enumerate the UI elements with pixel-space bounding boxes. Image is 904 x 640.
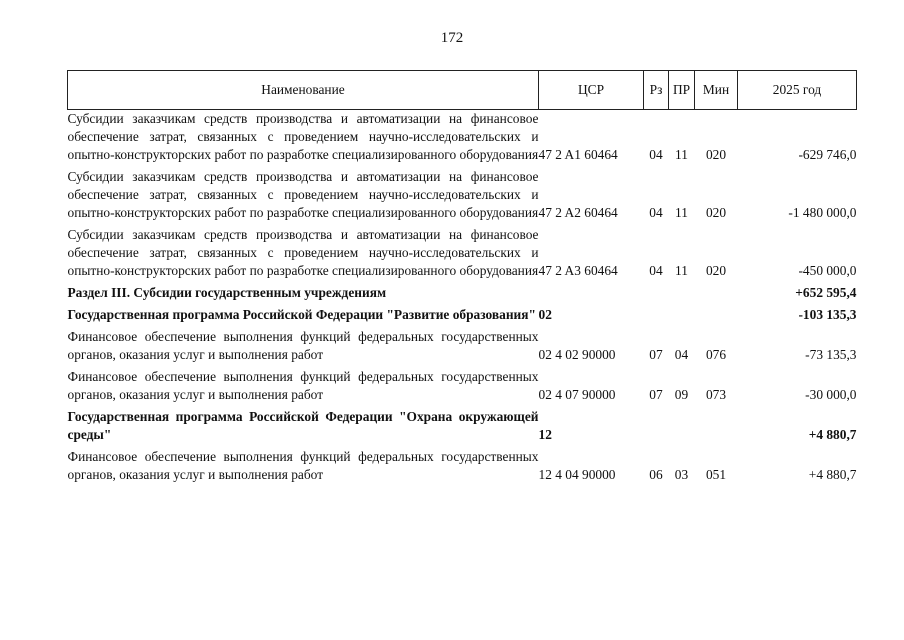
row-rz: 04 [649,147,663,162]
row-amount: -103 135,3 [798,307,857,322]
row-rz: 06 [649,467,663,482]
row-min: 020 [705,205,727,220]
row-min [695,284,738,306]
row-csr: 02 [538,307,552,322]
header-min: Мин [695,71,738,110]
row-min: 051 [705,467,727,482]
row-csr: 12 4 04 90000 [538,467,616,482]
row-pr [669,306,695,328]
row-pr [669,408,695,448]
header-name: Наименование [68,71,539,110]
row-amount: -1 480 000,0 [788,205,857,220]
row-amount: -30 000,0 [805,387,857,402]
row-csr: 47 2 A2 60464 [538,205,618,220]
row-csr: 47 2 A3 60464 [538,263,618,278]
row-rz: 04 [649,263,663,278]
row-min [695,306,738,328]
row-name: Субсидии заказчикам средств производства и автоматизации на финансовое обеспечение затрат, связанных с проведением научно-исследовательских и опытно-конструкторских работ по разработке специализированного оборудования [67,227,539,278]
row-name: Финансовое обеспечение выполнения функций федеральных государственных органов, оказания услуг и выполнения работ [67,369,539,402]
row-min: 020 [705,147,727,162]
table-header-row [68,71,857,110]
row-amount: -450 000,0 [798,263,857,278]
table-row [68,448,857,488]
row-csr [539,284,644,306]
row-csr: 47 2 A1 60464 [538,147,618,162]
row-csr: 02 4 02 90000 [538,347,616,362]
row-csr: 12 [538,427,552,442]
row-name: Финансовое обеспечение выполнения функций федеральных государственных органов, оказания услуг и выполнения работ [67,449,539,482]
program-row [68,408,857,448]
row-pr: 03 [674,467,689,482]
row-pr: 04 [674,347,689,362]
row-name: Раздел III. Субсидии государственным учреждениям [67,285,387,300]
row-name: Финансовое обеспечение выполнения функций федеральных государственных органов, оказания услуг и выполнения работ [67,329,539,362]
header-csr: ЦСР [539,71,644,110]
header-rz: Рз [644,71,669,110]
row-min: 020 [705,263,727,278]
row-min: 073 [705,387,727,402]
row-min: 076 [705,347,727,362]
row-rz [644,408,669,448]
program-row [68,306,857,328]
row-amount: +652 595,4 [795,285,857,300]
row-pr: 11 [675,263,688,278]
row-amount: -629 746,0 [798,147,857,162]
table-row [68,328,857,368]
table-row [68,168,857,226]
row-rz [644,306,669,328]
row-min [695,408,738,448]
page-number: 172 [440,30,464,46]
row-rz: 07 [649,347,663,362]
row-rz [644,284,669,306]
row-pr: 09 [674,387,689,402]
row-pr: 11 [675,205,688,220]
row-name: Государственная программа Российской Федерации "Охрана окружающей среды" [67,409,539,442]
row-amount: -73 135,3 [805,347,857,362]
table-row [68,110,857,169]
budget-table [67,70,857,488]
table-row [68,226,857,284]
header-pr: ПР [669,71,695,110]
row-amount: +4 880,7 [808,467,857,482]
row-pr [669,284,695,306]
header-year: 2025 год [738,71,857,110]
row-rz: 04 [649,205,663,220]
row-rz: 07 [649,387,663,402]
row-name: Субсидии заказчикам средств производства и автоматизации на финансовое обеспечение затрат, связанных с проведением научно-исследовательских и опытно-конструкторских работ по разработке специализированного оборудования [67,169,539,220]
row-csr: 02 4 07 90000 [538,387,616,402]
row-amount: +4 880,7 [808,427,857,442]
row-name: Субсидии заказчикам средств производства и автоматизации на финансовое обеспечение затрат, связанных с проведением научно-исследовательских и опытно-конструкторских работ по разработке специализированного оборудования [67,111,539,162]
row-pr: 11 [675,147,688,162]
section-row [68,284,857,306]
table-row [68,368,857,408]
row-name: Государственная программа Российской Федерации "Развитие образования" [67,307,536,322]
